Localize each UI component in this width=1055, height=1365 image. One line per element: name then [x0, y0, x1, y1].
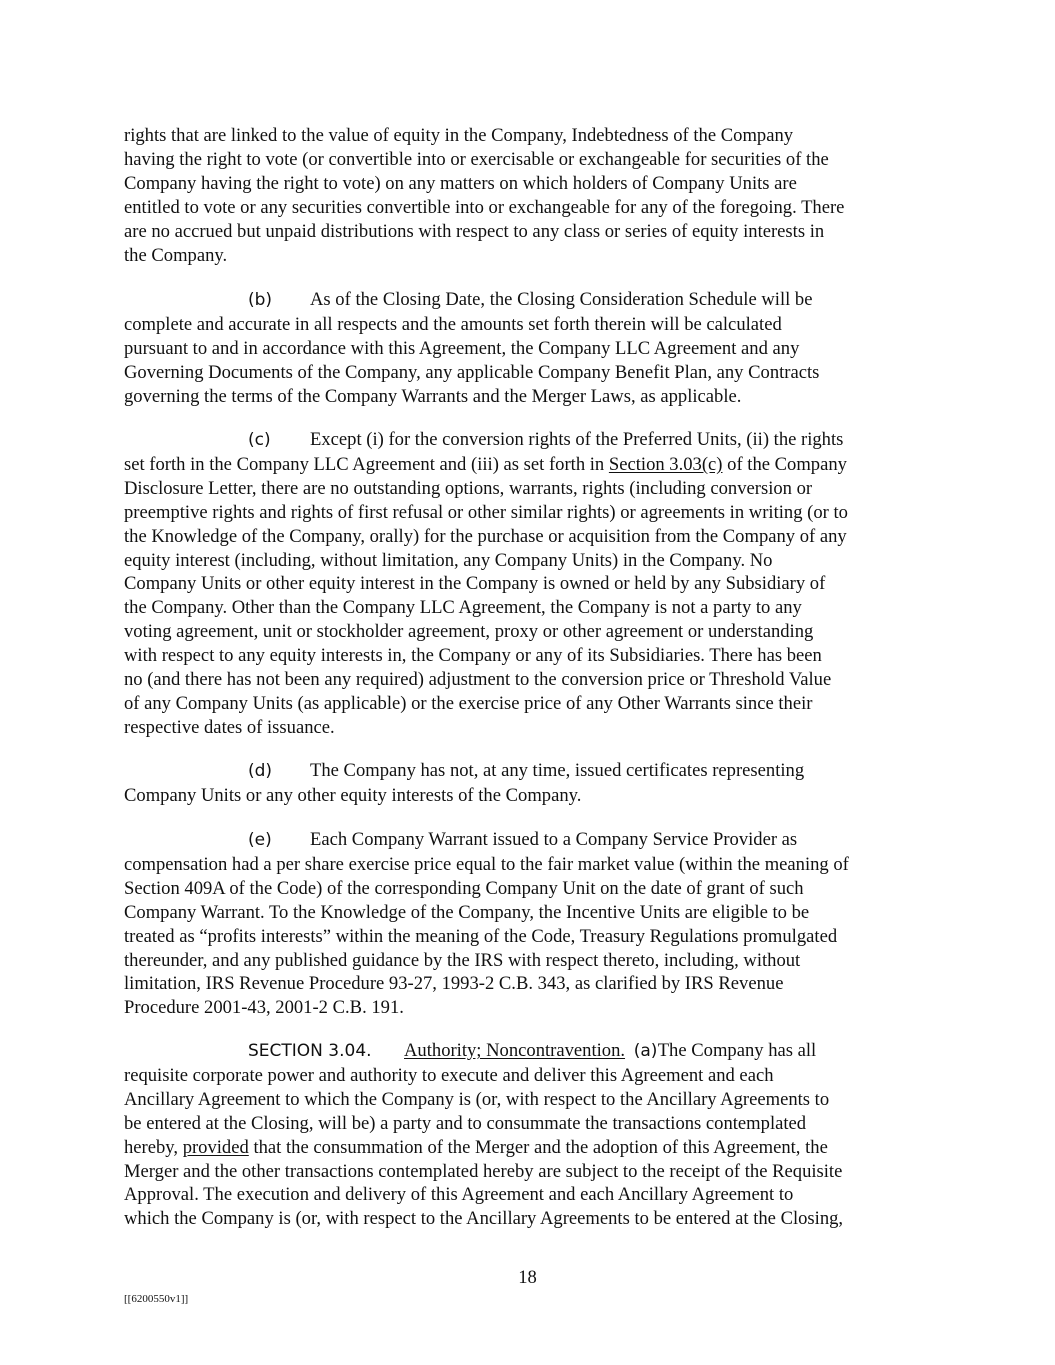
text-line — [124, 828, 944, 853]
text-line: Ancillary Agreement to which the Company is (or, with respect to the Ancillary Agreements to — [124, 1088, 830, 1110]
text-line: treated as “profits interests” within the meaning of the Code, Treasury Regulations promulgated — [124, 925, 838, 947]
clause-first-line: Each Company Warrant issued to a Company Service Provider as — [310, 829, 798, 850]
clause-first-line: Except (i) for the conversion rights of the Preferred Units, (ii) the rights — [310, 429, 844, 450]
clause-first-line: The Company has not, at any time, issued certificates representing — [310, 760, 805, 781]
text-line: pursuant to and in accordance with this Agreement, the Company LLC Agreement and any — [124, 337, 800, 359]
text-line: compensation had a per share exercise price equal to the fair market value (within the meaning of — [124, 853, 849, 875]
section-number: SECTION 3.04. — [248, 1041, 372, 1061]
text-line: which the Company is (or, with respect to the Ancillary Agreements to be entered at the Closing, — [124, 1208, 844, 1230]
clause-label: (d) — [248, 761, 273, 781]
text-line: are no accrued but unpaid distributions with respect to any class or series of equity interests in — [124, 220, 825, 242]
text-line: equity interest (including, without limitation, any Company Units) in the Company. No — [124, 549, 773, 571]
paragraph-d — [124, 759, 944, 808]
text-line: Section 409A of the Code) of the corresponding Company Unit on the date of grant of such — [124, 877, 804, 899]
text-line: Company Warrant. To the Knowledge of the Company, the Incentive Units are eligible to be — [124, 901, 810, 923]
text-line: entitled to vote or any securities convertible into or exchangeable for any of the foregoing. There — [124, 196, 845, 218]
text-line — [124, 428, 944, 453]
text-line: Merger and the other transactions contemplated hereby are subject to the receipt of the Requisite — [124, 1160, 843, 1182]
text-line: Company Units or any other equity interests of the Company. — [124, 784, 582, 806]
clause-label: (e) — [248, 830, 272, 850]
clause-first-line: The Company has all — [657, 1040, 817, 1061]
text-line: Company Units or other equity interest in the Company is owned or held by any Subsidiary of — [124, 573, 826, 595]
text-line: Approval. The execution and delivery of this Agreement and each Ancillary Agreement to — [124, 1184, 794, 1206]
paragraph-b — [124, 288, 944, 409]
text-line: preemptive rights and rights of first refusal or other similar rights) or agreements in writing (or to — [124, 501, 848, 523]
text-line — [124, 759, 944, 784]
section-heading: Authority; Noncontravention. — [404, 1040, 626, 1061]
section-heading-line — [124, 1039, 944, 1064]
defined-term: provided — [182, 1136, 249, 1158]
text-line: requisite corporate power and authority to execute and deliver this Agreement and each — [124, 1064, 774, 1086]
text-segment: of the Company — [722, 453, 847, 475]
text-line: the Knowledge of the Company, orally) for the purchase or acquisition from the Company of any — [124, 525, 847, 547]
section-reference-link: Section 3.03(c) — [608, 453, 723, 475]
page-number: 18 — [518, 1267, 537, 1288]
text-line: voting agreement, unit or stockholder agreement, proxy or other agreement or understanding — [124, 621, 814, 643]
text-segment: set forth in the Company LLC Agreement and (iii) as set forth in — [124, 453, 609, 475]
text-line: rights that are linked to the value of equity in the Company, Indebtedness of the Company — [124, 125, 794, 146]
text-line: the Company. Other than the Company LLC Agreement, the Company is not a party to any — [124, 597, 802, 619]
text-line: having the right to vote (or convertible into or exercisable or exchangeable for securities of the — [124, 148, 829, 170]
document-reference: [[6200550v1]] — [124, 1293, 189, 1305]
text-line: the Company. — [124, 244, 228, 266]
text-segment: that the consummation of the Merger and the adoption of this Agreement, the — [248, 1136, 828, 1158]
text-line: Disclosure Letter, there are no outstanding options, warrants, rights (including conversion or — [124, 477, 813, 499]
text-line: thereunder, and any published guidance by the IRS with respect thereto, including, without — [124, 949, 801, 971]
paragraph-e — [124, 828, 944, 1020]
text-line: no (and there has not been any required) adjustment to the conversion price or Threshold Value — [124, 669, 832, 691]
text-line: governing the terms of the Company Warrants and the Merger Laws, as applicable. — [124, 385, 742, 407]
text-line: Procedure 2001-43, 2001-2 C.B. 191. — [124, 997, 404, 1019]
clause-label: (a) — [633, 1041, 658, 1061]
section-3-04 — [124, 1039, 944, 1231]
clause-first-line: As of the Closing Date, the Closing Consideration Schedule will be — [310, 289, 813, 310]
text-line — [124, 288, 944, 313]
text-line — [124, 1136, 944, 1160]
text-line: limitation, IRS Revenue Procedure 93-27, 1993-2 C.B. 343, as clarified by IRS Revenue — [124, 973, 784, 995]
text-line: complete and accurate in all respects and the amounts set forth therein will be calculated — [124, 313, 782, 335]
text-line: be entered at the Closing, will be) a party and to consummate the transactions contemplated — [124, 1112, 807, 1134]
text-line: with respect to any equity interests in, the Company or any of its Subsidiaries. There has been — [124, 645, 822, 667]
text-line: of any Company Units (as applicable) or the exercise price of any Other Warrants since their — [124, 692, 813, 714]
text-line: respective dates of issuance. — [124, 716, 335, 738]
clause-label: (c) — [248, 430, 271, 450]
text-line: Company having the right to vote) on any matters on which holders of Company Units are — [124, 172, 797, 194]
text-segment: hereby, — [124, 1136, 183, 1158]
text-line: Governing Documents of the Company, any applicable Company Benefit Plan, any Contracts — [124, 361, 820, 383]
clause-label: (b) — [248, 290, 273, 310]
text-line — [124, 453, 944, 477]
intro-paragraph — [124, 124, 944, 267]
paragraph-c — [124, 428, 944, 740]
